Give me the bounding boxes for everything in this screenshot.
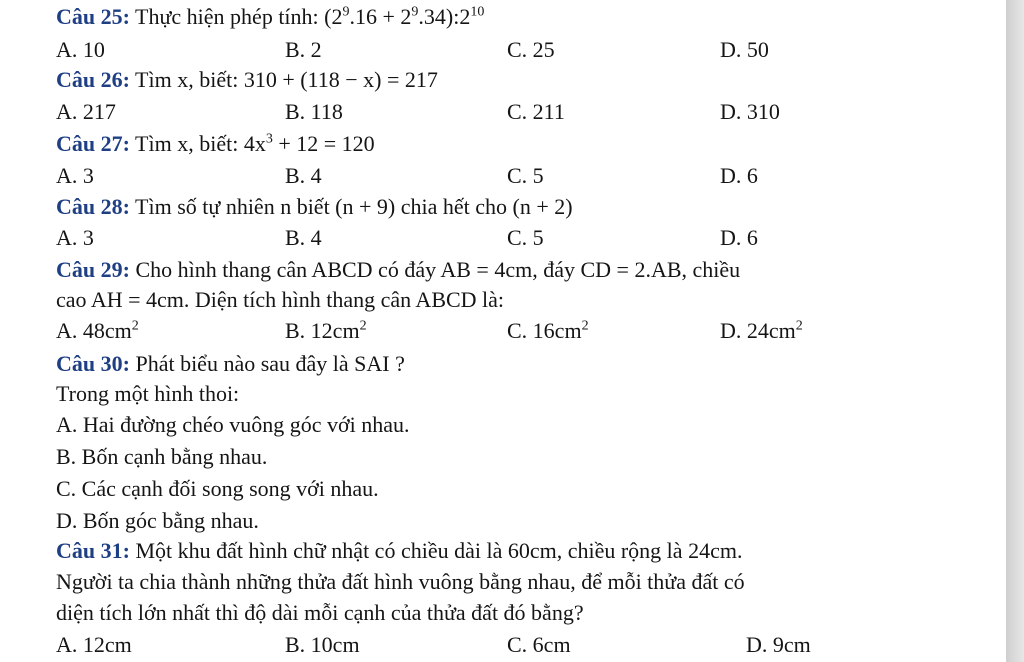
question-30-label: Câu 30: [56, 351, 130, 376]
question-29-stem [56, 257, 740, 283]
question-30-option-d: D. Bốn góc bằng nhau. [56, 508, 259, 533]
question-27-text: Tìm x, biết: [129, 131, 244, 156]
question-29-label: Câu 29: [56, 257, 130, 282]
question-25-label: Câu 25: [56, 4, 130, 29]
question-26-stem [56, 67, 438, 93]
question-29-text: Cho hình thang cân ABCD có đáy AB = 4cm, đáy CD = 2.AB, chiều [129, 257, 741, 282]
question-28-option-d: D. 6 [720, 225, 758, 250]
question-27-label: Câu 27: [56, 131, 130, 156]
question-25-option-c: C. 25 [507, 37, 555, 62]
question-26-label: Câu 26: [56, 67, 130, 92]
question-29-stem-line-2: cao AH = 4cm. Diện tích hình thang cân ABCD là: [56, 287, 505, 312]
question-25-text: Thực hiện phép tính: [129, 4, 325, 29]
question-30-option-c: C. Các cạnh đối song song với nhau. [56, 476, 379, 501]
question-25-expression: ($2^9.16$ + $2^9.34):2^{10}$ [324, 4, 485, 29]
question-31-text: Một khu đất hình chữ nhật có chiều dài là 60cm, chiều rộng là 24cm. [129, 538, 743, 563]
question-27-stem [56, 131, 375, 157]
question-28-option-c: C. 5 [507, 225, 544, 250]
question-31-option-b: B. 10cm [285, 632, 360, 657]
question-26-option-b: B. 118 [285, 99, 343, 124]
question-26-option-a: A. 217 [56, 99, 116, 124]
question-29-option-d: D. $24cm^2$ [720, 318, 803, 343]
question-26-option-c: C. 211 [507, 99, 565, 124]
question-29-option-c: C. $16cm^2$ [507, 318, 589, 343]
question-29-option-b: B. $12cm^2$ [285, 318, 367, 343]
question-28-text: Tìm số tự nhiên n biết (n + 9) chia hết cho (n + 2) [129, 194, 573, 219]
question-27-expression: $4x^3 + 12 = 120$ [243, 131, 375, 156]
question-27-option-a: A. 3 [56, 163, 94, 188]
question-31-stem-line-3: diện tích lớn nhất thì độ dài mỗi cạnh của thửa đất đó bằng? [56, 600, 584, 625]
question-25-stem [56, 4, 484, 30]
page-right-edge [1006, 0, 1024, 662]
question-25-option-b: B. 2 [285, 37, 322, 62]
question-25-option-d: D. 50 [720, 37, 769, 62]
question-30-option-a: A. Hai đường chéo vuông góc với nhau. [56, 412, 410, 437]
question-31-option-d: D. 9cm [746, 632, 811, 657]
question-31-stem [56, 538, 742, 564]
question-28-stem [56, 194, 573, 220]
question-31-option-c: C. 6cm [507, 632, 571, 657]
question-26-text: Tìm x, biết: [129, 67, 244, 92]
question-25-option-a: A. 10 [56, 37, 105, 62]
question-31-option-a: A. 12cm [56, 632, 132, 657]
question-28-option-a: A. 3 [56, 225, 94, 250]
question-26-option-d: D. 310 [720, 99, 780, 124]
question-29-option-a: A. $48cm^2$ [56, 318, 139, 343]
question-27-option-c: C. 5 [507, 163, 544, 188]
question-27-option-d: D. 6 [720, 163, 758, 188]
question-30-stem [56, 351, 405, 377]
question-30-stem-line-2: Trong một hình thoi: [56, 381, 240, 406]
question-28-label: Câu 28: [56, 194, 130, 219]
question-27-option-b: B. 4 [285, 163, 322, 188]
question-28-option-b: B. 4 [285, 225, 322, 250]
question-26-expression: 310 + (118 − x) = 217 [243, 67, 438, 92]
question-31-label: Câu 31: [56, 538, 130, 563]
question-30-text: Phát biểu nào sau đây là SAI ? [129, 351, 405, 376]
question-31-stem-line-2: Người ta chia thành những thửa đất hình vuông bằng nhau, để mỗi thửa đất có [56, 569, 745, 594]
question-30-option-b: B. Bốn cạnh bằng nhau. [56, 444, 268, 469]
